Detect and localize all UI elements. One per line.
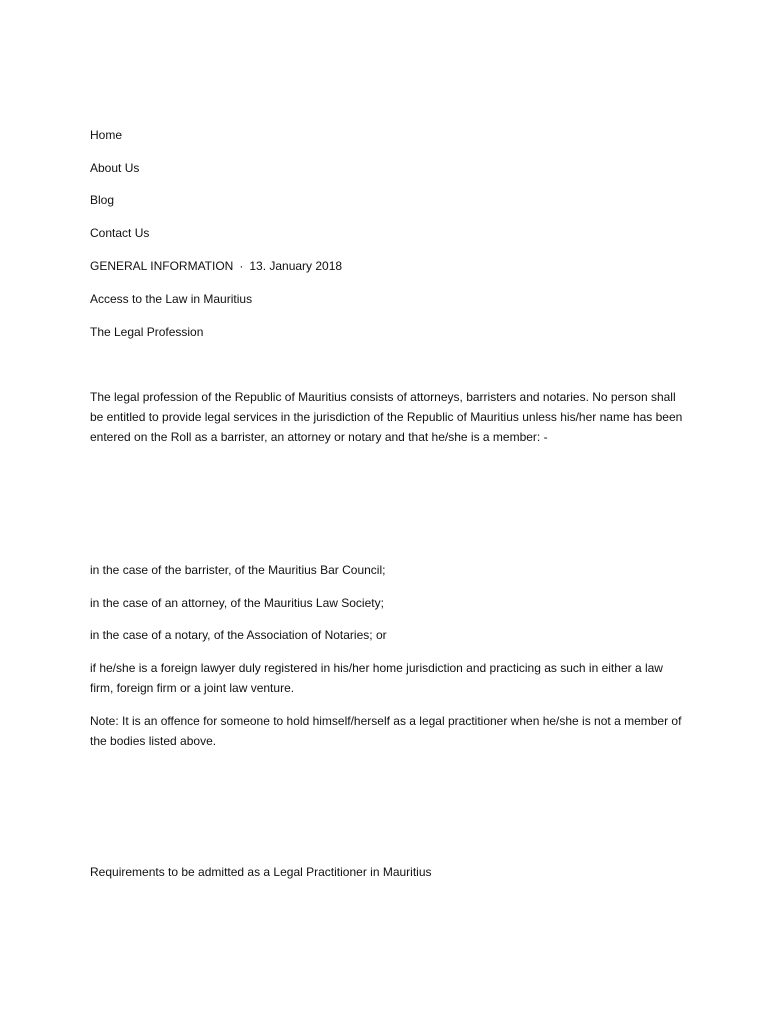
nav-about-link[interactable]: About Us bbox=[90, 161, 140, 175]
section-heading-requirements: Requirements to be admitted as a Legal Practitioner in Mauritius bbox=[90, 865, 432, 879]
note-paragraph: Note: It is an offence for someone to hold himself/herself as a legal practitioner when he/she is not a member of the bodies listed above. bbox=[90, 714, 682, 748]
intro-paragraph: The legal profession of the Republic of Mauritius consists of attorneys, barristers and notaries. No person shall be entitled to provide legal services in the jurisdiction of the Republic of Mauritius unless his/her name has been entered on the Roll as a barrister, an attorney or notary and that he/she is a member: - bbox=[90, 390, 683, 444]
post-date: 13. January 2018 bbox=[249, 259, 343, 273]
list-item: in the case of an attorney, of the Mauritius Law Society; bbox=[90, 596, 384, 610]
list-item: in the case of the barrister, of the Mauritius Bar Council; bbox=[90, 563, 386, 577]
list-item: in the case of a notary, of the Association of Notaries; or bbox=[90, 628, 387, 642]
nav-contact-link[interactable]: Contact Us bbox=[90, 226, 150, 240]
meta-separator: · bbox=[239, 259, 244, 273]
section-heading-legal-profession: The Legal Profession bbox=[90, 325, 204, 339]
list-item: if he/she is a foreign lawyer duly registered in his/her home jurisdiction and practicing as such in either a law firm, foreign firm or a joint law venture. bbox=[90, 661, 663, 695]
nav-home-link[interactable]: Home bbox=[90, 128, 123, 142]
post-category[interactable]: GENERAL INFORMATION bbox=[90, 259, 234, 273]
post-title: Access to the Law in Mauritius bbox=[90, 292, 253, 306]
post-meta bbox=[90, 256, 342, 276]
nav-blog-link[interactable]: Blog bbox=[90, 193, 115, 207]
